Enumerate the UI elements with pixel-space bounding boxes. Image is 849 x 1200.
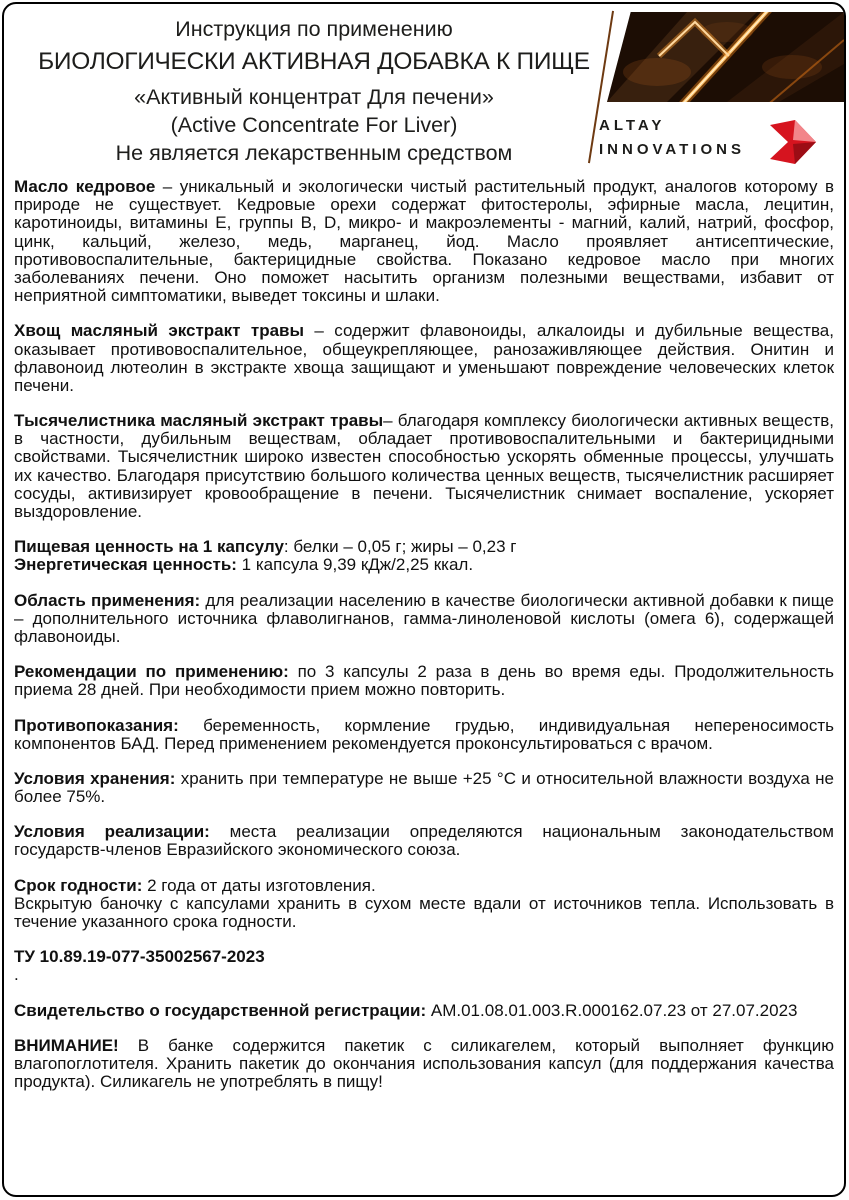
paragraph-lead: Условия хранения:	[14, 768, 176, 788]
product-name-ru: «Активный концентрат Для печени»	[134, 85, 494, 109]
paragraph-contraindications	[14, 717, 834, 753]
paragraph-lead: Противопоказания:	[14, 715, 179, 735]
page-border-frame	[2, 2, 846, 1197]
paragraph-lead: Срок годности:	[14, 875, 143, 895]
paragraph-application-area	[14, 592, 834, 647]
paragraph-text: места реализации определяются национальным законодательством государств-членов Евразийского экономического союза.	[14, 822, 834, 860]
paragraph-usage-recommendations	[14, 663, 834, 699]
brand-name-line2: INNOVATIONS	[599, 141, 745, 158]
paragraph-text: для реализации населению в качестве биологически активной добавки к пище – дополнительного источника флаволигнанов, гамма-линоленовой кислоты (омега 6), содержащей флавоноиды.	[14, 590, 834, 646]
paragraph-storage-conditions	[14, 770, 834, 806]
paragraph-state-registration	[14, 1002, 834, 1020]
paragraph-lead: Хвощ масляный экстракт травы	[14, 321, 305, 341]
brand-name	[599, 114, 745, 162]
brand-image	[607, 12, 844, 102]
paragraph-lead: Свидетельство о государственной регистрации:	[14, 1000, 427, 1020]
paragraph-sale-conditions	[14, 823, 834, 859]
technical-specification-number	[14, 948, 834, 966]
not-a-medicine-disclaimer: Не является лекарственным средством	[115, 141, 513, 165]
paragraph-cedar-oil	[14, 178, 834, 305]
brand-image-graphic	[607, 12, 844, 102]
paragraph-text: АМ.01.08.01.003.R.000162.07.23 от 27.07.2023	[426, 1000, 798, 1020]
nutrition-value-line	[14, 538, 834, 556]
paragraph-text: – благодаря комплексу биологически активных веществ, в частности, дубильным веществам, обладает противовоспалительными и бактерицидными свойствами. Тысячелистник широко известен способностью ускорять обменные процессы, улучшать их качество. Благодаря присутствию большого количества ценных веществ, тысячелистник расширяет сосуды, активизирует кровообращение в печени. Тысячелистник снимает воспаление, ускоряет выздоровление.	[14, 411, 834, 521]
paragraph-text: беременность, кормление грудью, индивидуальная непереносимость компонентов БАД. Перед применением рекомендуется проконсультироваться с врачом.	[14, 715, 834, 753]
product-name-en: (Active Concentrate For Liver)	[170, 113, 458, 137]
paragraph-text: – уникальный и экологически чистый растительный продукт, аналогов которому в природе не существует. Кедровые орехи содержат фитостеролы, эфирные масла, лецитин, каротиноиды, витамины Е, группы В, D, микро- и макроэлементы - магний, калий, натрий, фосфор, цинк, кальций, железо, медь, марганец, йод. Масло проявляет антисептические, противовоспалительные, бактерицидные свойства. Показано кедровое масло при многих заболеваниях печени. Оно поможет насытить организм полезными веществами, избавит от неприятной симптоматики, выведет токсины и шлаки.	[14, 177, 834, 306]
paragraph-silica-gel-warning	[14, 1037, 834, 1092]
paragraph-text: 2 года от даты изготовления.	[142, 875, 376, 895]
paragraph-lead: Масло кедровое	[14, 177, 156, 196]
leaflet-body	[4, 168, 844, 1091]
paragraph-horsetail-extract	[14, 322, 834, 395]
brand-arrow-icon	[770, 120, 816, 164]
shelf-life-block	[14, 877, 834, 932]
paragraph-lead: Условия реализации:	[14, 822, 210, 842]
brand-name-line1: ALTAY	[599, 117, 666, 134]
paragraph-lead: Пищевая ценность на 1 капсулу	[14, 537, 284, 557]
stray-dot-line	[14, 966, 834, 984]
header	[4, 4, 844, 168]
paragraph-text: – содержит флавоноиды, алкалоиды и дубильные вещества, оказывает противовоспалительное, общеукрепляющее, ранозаживляющее действия. Онитин и флавоноид лютеолин в экстракте хвоща защищают и уменьшают повреждение человеческих клеток печени.	[14, 321, 834, 395]
header-title-block	[14, 4, 614, 166]
paragraph-lead: Область применения:	[14, 590, 201, 610]
energy-value-line	[14, 556, 834, 574]
opened-jar-note-line	[14, 895, 834, 931]
paragraph-text: по 3 капсулы 2 раза в день во время еды. Продолжительность приема 28 дней. При необходимости прием можно повторить.	[14, 662, 834, 700]
paragraph-text: .	[14, 965, 19, 985]
shelf-life-line	[14, 877, 834, 895]
paragraph-text: : белки – 0,05 г; жиры – 0,23 г	[283, 537, 517, 557]
paragraph-text: 1 капсула 9,39 кДж/2,25 ккал.	[236, 555, 474, 575]
paragraph-lead: Рекомендации по применению:	[14, 662, 289, 682]
nutrition-block	[14, 538, 834, 574]
supplement-type-title: БИОЛОГИЧЕСКИ АКТИВНАЯ ДОБАВКА К ПИЩЕ	[38, 48, 590, 75]
technical-specification-block	[14, 948, 834, 984]
paragraph-yarrow-extract	[14, 412, 834, 521]
paragraph-text: Вскрытую баночку с капсулами хранить в сухом месте вдали от источников тепла. Использовать в течение указанного срока годности.	[14, 893, 834, 931]
instruction-title: Инструкция по применению	[175, 17, 453, 41]
paragraph-text: В банке содержится пакетик с силикагелем, который выполняет функцию влагопоглотителя. Хранить пакетик до окончания использования капсул (для поддержания качества продукта). Силикагель не употреблять в пищу!	[14, 1035, 834, 1092]
paragraph-lead: ТУ 10.89.19-077-35002567-2023	[14, 947, 265, 967]
paragraph-lead: ВНИМАНИЕ!	[14, 1035, 119, 1055]
paragraph-lead: Тысячелистника масляный экстракт травы	[14, 411, 384, 431]
paragraph-text: хранить при температуре не выше +25 °С и относительной влажности воздуха не более 75%.	[14, 768, 834, 807]
paragraph-lead: Энергетическая ценность:	[14, 555, 237, 575]
